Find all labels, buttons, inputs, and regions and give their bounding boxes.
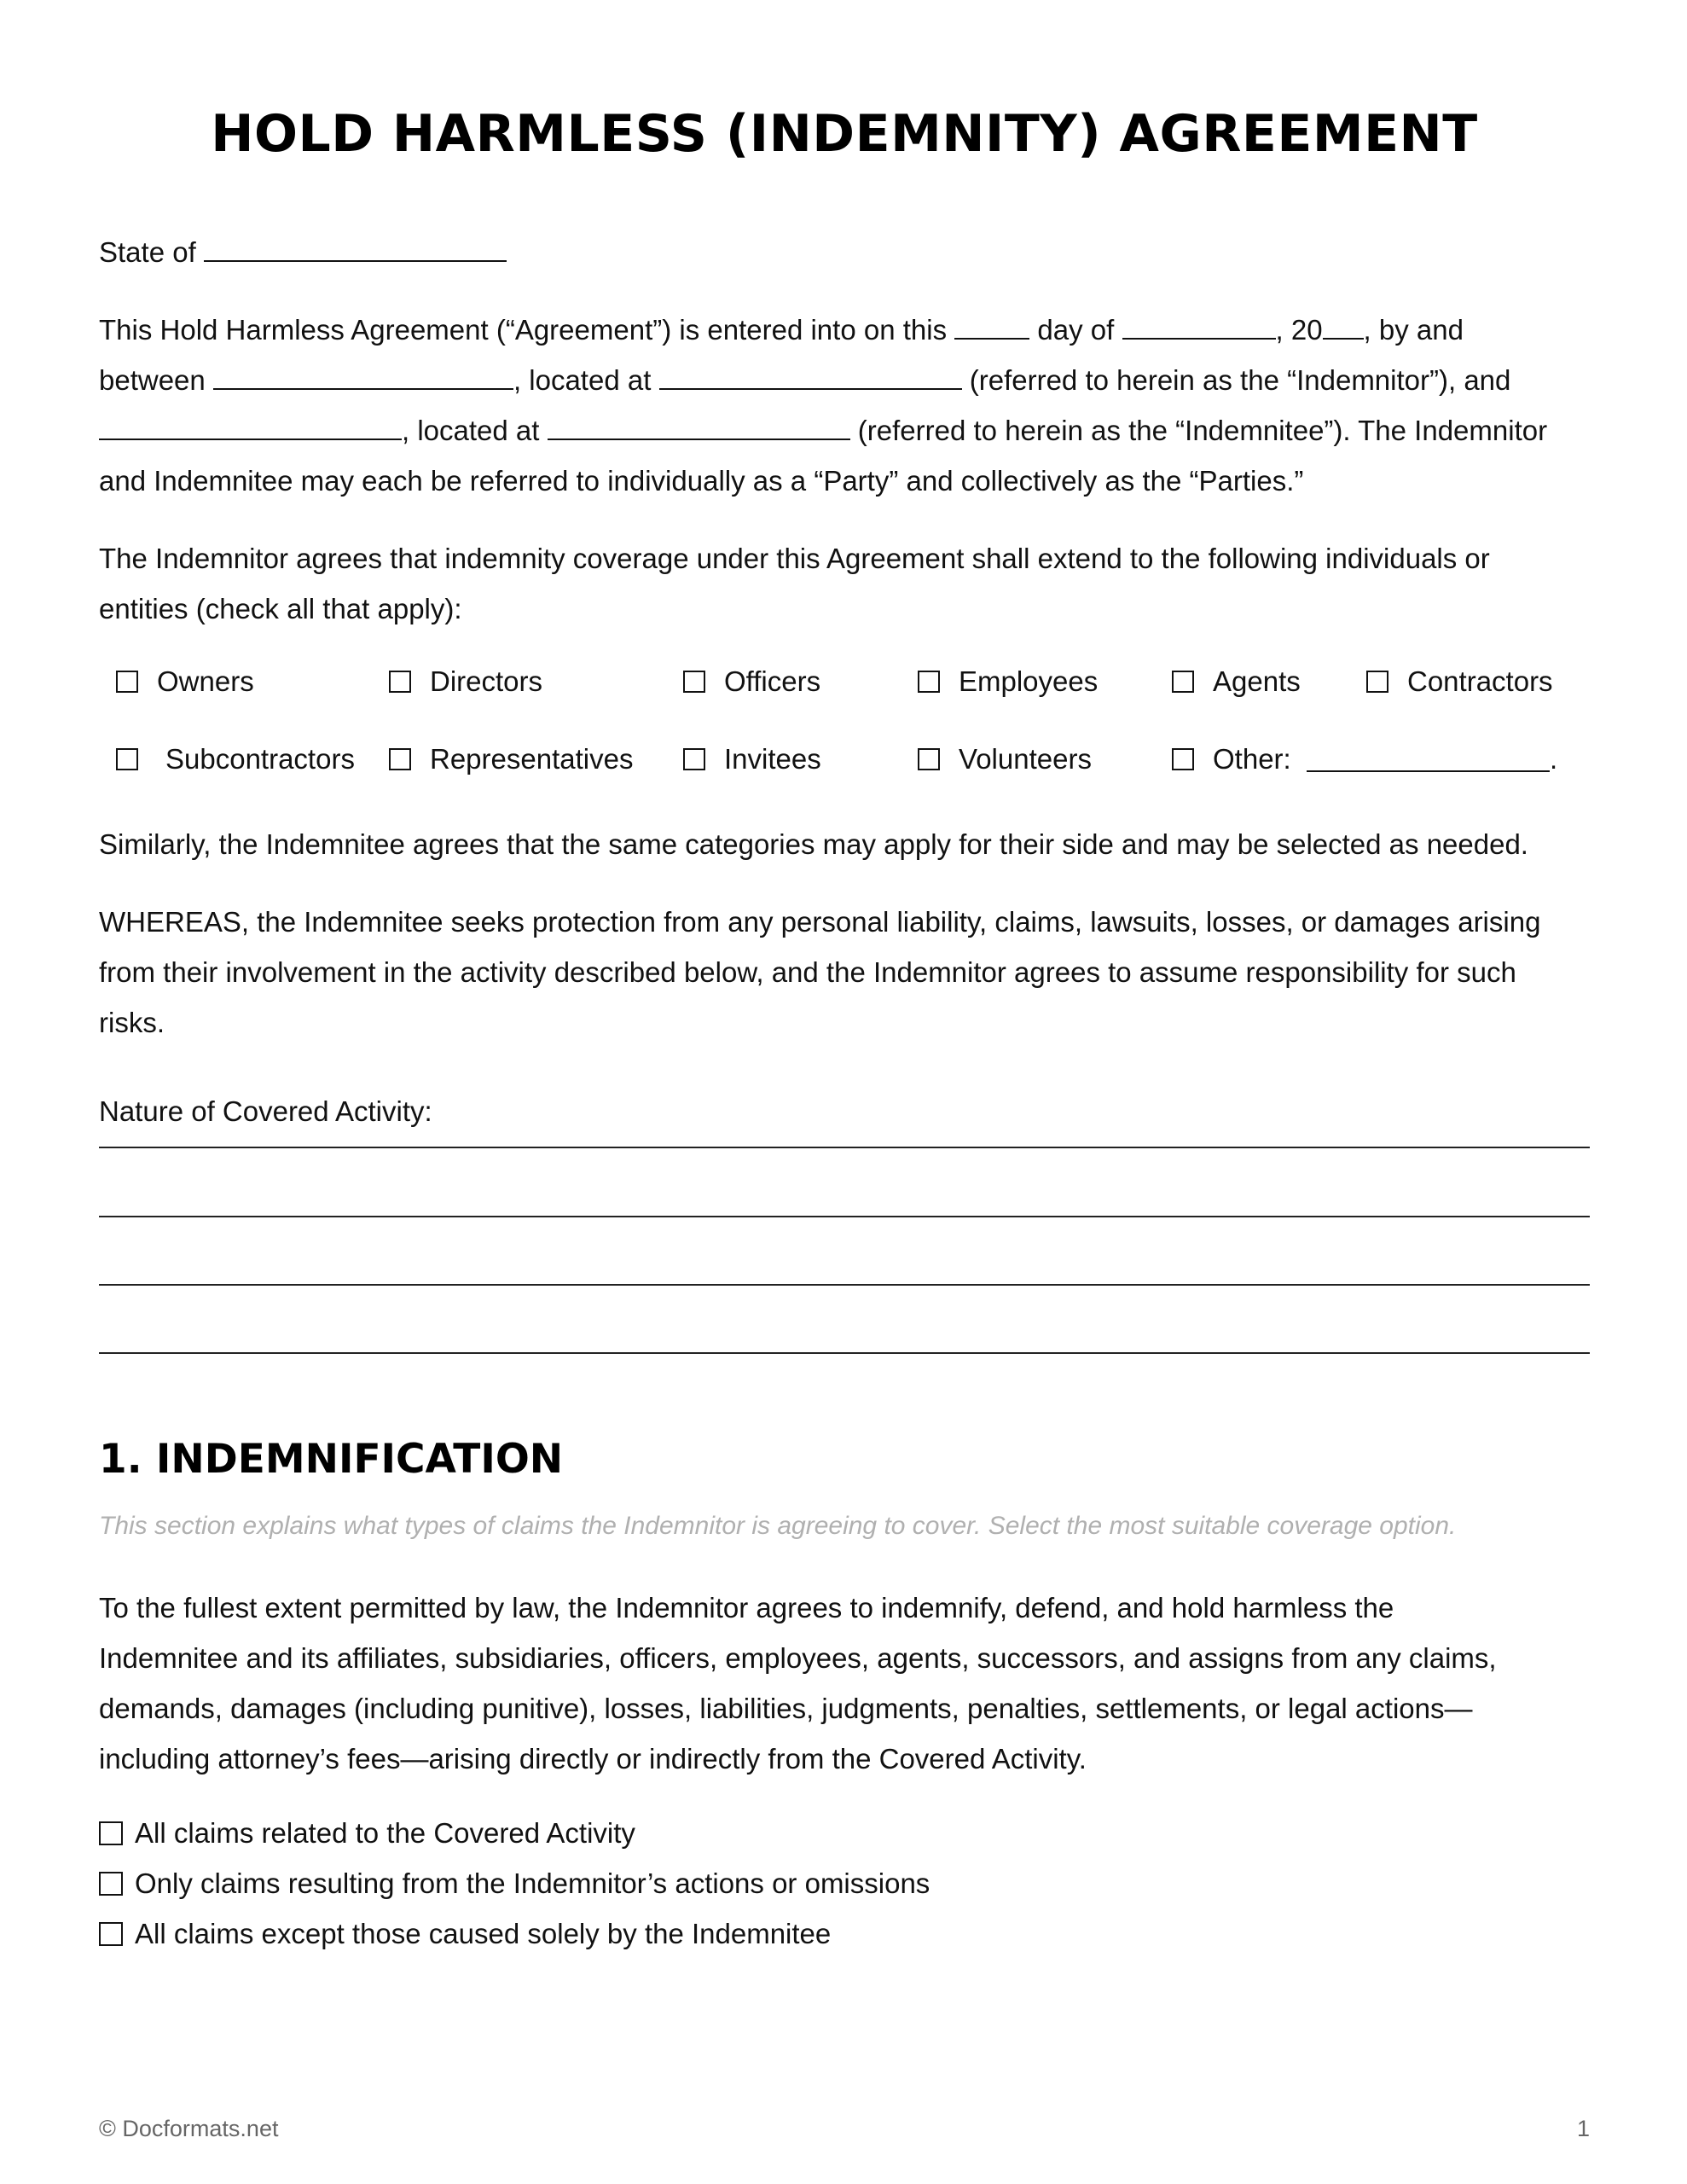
checkbox-label: Representatives bbox=[430, 743, 634, 775]
checkbox-icon[interactable] bbox=[389, 748, 411, 770]
checkbox-label: Invitees bbox=[724, 743, 821, 775]
checkbox-icon[interactable] bbox=[918, 748, 940, 770]
checkbox-representatives[interactable] bbox=[389, 743, 633, 775]
indemnification-paragraph bbox=[99, 1583, 1590, 1784]
state-line bbox=[99, 227, 1590, 277]
checkbox-icon[interactable] bbox=[683, 671, 705, 693]
nature-label-text: Nature of Covered Activity: bbox=[99, 1095, 432, 1127]
indemnitee-address-blank[interactable] bbox=[548, 415, 850, 440]
similarly-text: Similarly, the Indemnitee agrees that the same categories may apply for their side and may be selected as needed. bbox=[99, 828, 1528, 860]
intro-text: between bbox=[99, 364, 206, 396]
month-blank[interactable] bbox=[1122, 314, 1276, 340]
intro-text: , located at bbox=[513, 364, 652, 396]
footer-source: © Docformats.net bbox=[99, 2116, 279, 2141]
intro-text: , by and bbox=[1363, 314, 1464, 346]
section-heading-indemnification: 1. INDEMNIFICATION bbox=[99, 1436, 564, 1483]
coverage-text: entities (check all that apply): bbox=[99, 593, 462, 624]
whereas-paragraph bbox=[99, 897, 1590, 1048]
option-label: All claims related to the Covered Activity bbox=[135, 1817, 635, 1849]
checkbox-icon[interactable] bbox=[1366, 671, 1388, 693]
checkbox-icon[interactable] bbox=[683, 748, 705, 770]
checkbox-label: Volunteers bbox=[959, 743, 1092, 775]
checkbox-label: Contractors bbox=[1407, 665, 1553, 697]
indemnification-text: To the fullest extent permitted by law, the Indemnitor agrees to indemnify, defend, and hold harmless the bbox=[99, 1592, 1394, 1623]
coverage-checkbox-row bbox=[99, 743, 1590, 786]
state-blank[interactable] bbox=[204, 236, 507, 262]
checkbox-label: Employees bbox=[959, 665, 1099, 697]
option-label: Only claims resulting from the Indemnitor’s actions or omissions bbox=[135, 1867, 930, 1899]
checkbox-icon[interactable] bbox=[116, 748, 138, 770]
checkbox-icon[interactable] bbox=[918, 671, 940, 693]
checkbox-label: Owners bbox=[157, 665, 254, 697]
nature-label bbox=[99, 1086, 1590, 1136]
coverage-checkbox-row bbox=[99, 665, 1590, 708]
intro-text: This Hold Harmless Agreement (“Agreement”) is entered into on this bbox=[99, 314, 948, 346]
indemnitor-address-blank[interactable] bbox=[659, 364, 962, 390]
indemnitor-name-blank[interactable] bbox=[213, 364, 513, 390]
option-label: All claims except those caused solely by the Indemnitee bbox=[135, 1918, 832, 1949]
coverage-option-indemnitor-actions[interactable] bbox=[99, 1867, 930, 1900]
similarly-paragraph bbox=[99, 819, 1590, 869]
checkbox-icon[interactable] bbox=[1172, 671, 1194, 693]
coverage-option-all-claims[interactable] bbox=[99, 1817, 635, 1850]
checkbox-icon[interactable] bbox=[389, 671, 411, 693]
coverage-option-except-indemnitee[interactable] bbox=[99, 1918, 831, 1950]
indemnification-text: including attorney’s fees—arising directly or indirectly from the Covered Activity. bbox=[99, 1743, 1087, 1774]
indemnitee-name-blank[interactable] bbox=[99, 415, 402, 440]
checkbox-label: Agents bbox=[1213, 665, 1301, 697]
day-blank[interactable] bbox=[954, 314, 1029, 340]
checkbox-directors[interactable] bbox=[389, 665, 542, 698]
activity-line-1[interactable] bbox=[99, 1147, 1590, 1148]
checkbox-agents[interactable] bbox=[1172, 665, 1301, 698]
whereas-text: WHEREAS, the Indemnitee seeks protection from any personal liability, claims, lawsuits, losses, or damages arising bbox=[99, 906, 1541, 938]
intro-paragraph bbox=[99, 305, 1590, 506]
checkbox-label: Other: bbox=[1213, 743, 1291, 775]
document-title: HOLD HARMLESS (INDEMNITY) AGREEMENT bbox=[211, 104, 1478, 164]
checkbox-invitees[interactable] bbox=[683, 743, 821, 775]
state-label: State of bbox=[99, 236, 196, 268]
checkbox-icon[interactable] bbox=[99, 1922, 123, 1946]
coverage-paragraph bbox=[99, 533, 1590, 634]
checkbox-icon[interactable] bbox=[99, 1821, 123, 1845]
whereas-text: from their involvement in the activity described below, and the Indemnitor agrees to assume responsibility for such bbox=[99, 956, 1516, 988]
activity-line-3[interactable] bbox=[99, 1284, 1590, 1286]
checkbox-subcontractors[interactable] bbox=[116, 743, 355, 775]
other-suffix: . bbox=[1550, 743, 1558, 775]
coverage-text: The Indemnitor agrees that indemnity coverage under this Agreement shall extend to the following individuals or bbox=[99, 543, 1490, 574]
checkbox-other[interactable] bbox=[1172, 743, 1557, 775]
checkbox-volunteers[interactable] bbox=[918, 743, 1092, 775]
page-number: 1 bbox=[1576, 2116, 1590, 2141]
intro-text: , located at bbox=[402, 415, 540, 446]
checkbox-officers[interactable] bbox=[683, 665, 820, 698]
activity-line-4[interactable] bbox=[99, 1352, 1590, 1354]
intro-text: and Indemnitee may each be referred to individually as a “Party” and collectively as the “Parties.” bbox=[99, 465, 1304, 497]
checkbox-icon[interactable] bbox=[99, 1872, 123, 1896]
checkbox-icon[interactable] bbox=[1172, 748, 1194, 770]
checkbox-label: Directors bbox=[430, 665, 543, 697]
checkbox-label: Officers bbox=[724, 665, 821, 697]
checkbox-icon[interactable] bbox=[116, 671, 138, 693]
intro-text: day of bbox=[1037, 314, 1115, 346]
intro-text: , 20 bbox=[1275, 314, 1323, 346]
intro-text: (referred to herein as the “Indemnitor”), and bbox=[969, 364, 1511, 396]
whereas-text: risks. bbox=[99, 1007, 165, 1038]
section-note: This section explains what types of claims the Indemnitor is agreeing to cover. Select the most suitable coverage option. bbox=[99, 1512, 1457, 1540]
checkbox-employees[interactable] bbox=[918, 665, 1098, 698]
intro-text: (referred to herein as the “Indemnitee”). The Indemnitor bbox=[857, 415, 1548, 446]
activity-line-2[interactable] bbox=[99, 1216, 1590, 1217]
indemnification-text: Indemnitee and its affiliates, subsidiaries, officers, employees, agents, successors, and assigns from any claims, bbox=[99, 1642, 1497, 1674]
year-blank[interactable] bbox=[1323, 314, 1364, 340]
checkbox-owners[interactable] bbox=[116, 665, 254, 698]
indemnification-text: demands, damages (including punitive), losses, liabilities, judgments, penalties, settlements, or legal actions— bbox=[99, 1693, 1473, 1724]
checkbox-contractors[interactable] bbox=[1366, 665, 1553, 698]
checkbox-label: Subcontractors bbox=[165, 743, 355, 775]
other-blank[interactable] bbox=[1307, 746, 1550, 772]
